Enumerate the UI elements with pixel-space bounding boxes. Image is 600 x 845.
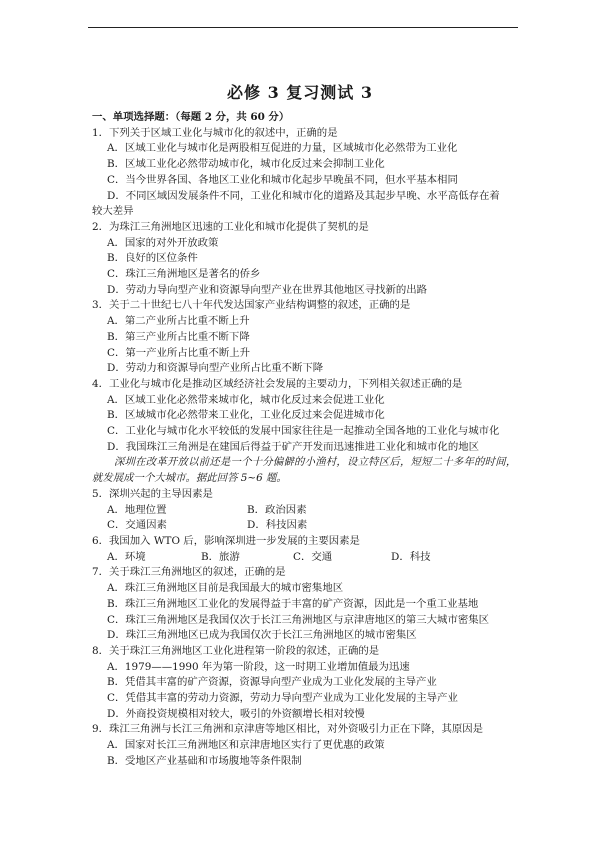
option-d: D．外商投资规模相对较大，吸引的外资额增长相对较慢: [107, 707, 365, 720]
question-stem: 9．珠江三角洲与长江三角洲和京津唐等地区相比，对外资吸引力正在下降，其原因是: [92, 723, 484, 736]
option-c: C．交通因素: [107, 519, 167, 532]
option-row: [92, 503, 532, 519]
option-row: [92, 518, 532, 534]
question-1: [92, 126, 532, 220]
option-d-continuation: 较大差异: [92, 205, 134, 218]
option-b: B．第三产业所占比重不断下降: [107, 330, 250, 343]
question-9: [92, 722, 532, 769]
option-a: A．国家对长江三角洲地区和京津唐地区实行了更优惠的政策: [107, 739, 385, 752]
option-a: A．第二产业所占比重不断上升: [107, 315, 250, 328]
option-b: B．区域城市化必然带来工业化，工业化反过来会促进城市化: [107, 409, 385, 422]
option-c: C．第一产业所占比重不断上升: [107, 346, 251, 359]
option-a: A．区域工业化与城市化是两股相互促进的力量，区域城市化必然带为工业化: [107, 142, 458, 155]
question-stem: 6．我国加入 WTO 后，影响深圳进一步发展的主要因素是: [92, 534, 360, 547]
header-rule: [88, 27, 518, 28]
question-stem: 7．关于珠江三角洲地区的叙述，正确的是: [92, 566, 286, 579]
question-stem: 2．为珠江三角洲地区迅速的工业化和城市化提供了契机的是: [92, 220, 369, 233]
question-7: [92, 565, 532, 644]
option-d: D．珠江三角洲地区已成为我国仅次于长江三角洲地区的城市密集区: [107, 629, 417, 642]
option-row: [92, 550, 532, 566]
option-a: A．国家的对外开放政策: [107, 236, 219, 249]
option-d: D．科技: [391, 550, 431, 563]
question-3: [92, 298, 532, 377]
question-stem: 8．关于珠江三角洲地区工业化进程第一阶段的叙述，正确的是: [92, 644, 380, 657]
option-b: B．受地区产业基础和市场腹地等条件限制: [107, 754, 302, 767]
option-d: D．劳动力和资源导向型产业所占比重不断下降: [107, 362, 324, 375]
option-c: C．珠江三角洲地区是我国仅次于长江三角洲地区与京津唐地区的第三大城市密集区: [107, 613, 490, 626]
option-b: B．良好的区位条件: [107, 252, 198, 265]
option-b: B．凭借其丰富的矿产资源，资源导向型产业成为工业化发展的主导产业: [107, 676, 437, 689]
question-stem: 5．深圳兴起的主导因素是: [92, 487, 213, 500]
option-d: D．我国珠江三角洲是在建国后得益于矿产开发而迅速推进工业化和城市化的地区: [107, 440, 479, 453]
question-4: [92, 377, 532, 456]
passage-line-2: 就发展成一个大城市。据此回答 5~6 题。: [92, 472, 287, 485]
option-c: C．珠江三角洲地区是著名的侨乡: [107, 268, 261, 281]
passage-line-1: 深圳在改革开放以前还是一个十分偏僻的小渔村，设立特区后，短短二十多年的时间，: [114, 456, 517, 469]
question-5: [92, 487, 532, 534]
option-b: B．珠江三角洲地区工业化的发展得益于丰富的矿产资源，因此是一个重工业基地: [107, 597, 479, 610]
page-title: 必修 3 复习测试 3: [227, 83, 373, 102]
option-d: D．劳动力导向型产业和资源导向型产业在世界其他地区寻找新的出路: [107, 283, 428, 296]
option-b: B．区域工业化必然带动城市化，城市化反过来会抑制工业化: [107, 158, 385, 171]
reading-passage: [92, 455, 532, 486]
option-b: B．旅游: [201, 550, 240, 563]
option-a: A．地理位置: [107, 503, 167, 516]
exam-content: [92, 110, 532, 770]
option-c: C．当今世界各国、各地区工业化和城市化起步早晚虽不同，但水平基本相同: [107, 173, 458, 186]
option-d: D．科技因素: [247, 519, 308, 532]
option-d: D．不同区域因发展条件不同，工业化和城市化的道路及其起步早晚、水平高低存在着: [107, 189, 500, 202]
option-a: A．环境: [107, 550, 146, 563]
option-a: A．珠江三角洲地区目前是我国最大的城市密集地区: [107, 582, 344, 595]
option-c: C．工业化与城市化水平较低的发展中国家往往是一起推动全国各地的工业化与城市化: [107, 425, 500, 438]
question-8: [92, 644, 532, 723]
question-6: [92, 534, 532, 565]
question-2: [92, 220, 532, 299]
option-c: C．凭借其丰富的劳动力资源，劳动力导向型产业成为工业化发展的主导产业: [107, 692, 458, 705]
section-heading: 一、单项选择题：（每题 2 分，共 60 分）: [92, 111, 290, 123]
option-c: C．交通: [293, 550, 333, 563]
question-stem: 4．工业化与城市化是推动区域经济社会发展的主要动力，下列相关叙述正确的是: [92, 377, 463, 390]
question-stem: 3．关于二十世纪七八十年代发达国家产业结构调整的叙述，正确的是: [92, 299, 411, 312]
option-a: A．区域工业化必然带来城市化，城市化反过来会促进工业化: [107, 393, 385, 406]
question-stem: 1．下列关于区域工业化与城市化的叙述中，正确的是: [92, 126, 338, 139]
option-a: A．1979——1990 年为第一阶段，这一时期工业增加值最为迅速: [107, 660, 410, 673]
option-b: B．政治因素: [247, 503, 307, 516]
